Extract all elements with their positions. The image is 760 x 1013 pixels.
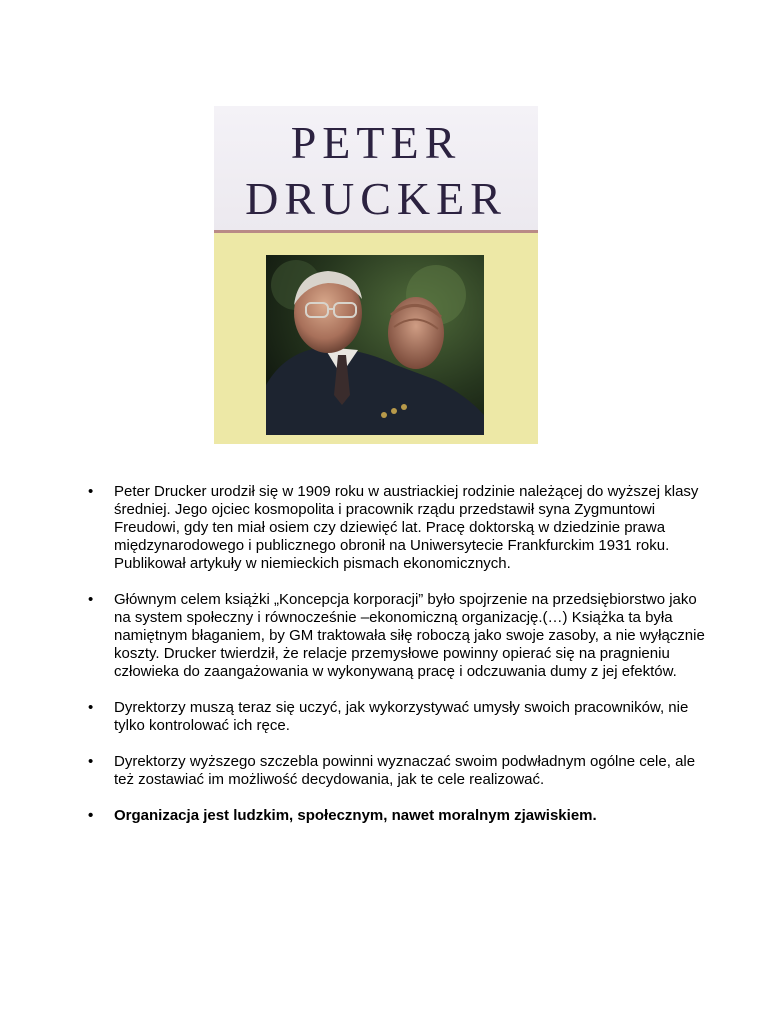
list-item-text: Głównym celem książki „Koncepcja korporacji” było spojrzenie na przedsiębiorstwo jako na system społeczny i równocześnie –ekonomiczną organizację.(…) Książka ta była namiętnym błaganiem, by GM traktowała siłę roboczą jako swoje zasoby, a nie wyłącznie koszty. Drucker twierdził, że relacje przemysłowe powinny opierać się na pragnieniu człowieka do zaangażowania w wykonywaną pracę i odczuwania dumy z jej efektów. [114, 591, 705, 680]
list-item [85, 753, 705, 789]
list-item [85, 483, 705, 573]
cover-photo-panel [214, 233, 538, 444]
list-item-text: Organizacja jest ludzkim, społecznym, nawet moralnym zjawiskiem. [114, 807, 597, 824]
list-item-text: Dyrektorzy muszą teraz się uczyć, jak wykorzystywać umysły swoich pracowników, nie tylko kontrolować ich ręce. [114, 699, 689, 734]
bullet-marker: • [88, 699, 94, 716]
author-portrait [266, 255, 484, 435]
bullet-marker: • [88, 753, 94, 770]
list-item [85, 591, 705, 681]
bullet-list [85, 483, 705, 843]
cover-title-panel [214, 106, 538, 230]
cover-title-first-name: PETER [290, 117, 462, 168]
list-item-text: Dyrektorzy wyższego szczebla powinni wyznaczać swoim podwładnym ogólne cele, ale też zostawiać im możliwość decydowania, jak te cele realizować. [114, 753, 696, 788]
bullet-marker: • [88, 483, 94, 500]
list-item-text: Peter Drucker urodził się w 1909 roku w austriackiej rodzinie należącej do wyższej klasy średniej. Jego ojciec kosmopolita i pracownik rządu przedstawił syna Zygmuntowi Freudowi, gdy ten miał osiem czy dziewięć lat. Pracę doktorską w dziedzinie prawa międzynarodowego i publicznego obronił na Uniwersytecie Frankfurckim 1931 roku. Publikował artykuły w niemieckich pismach ekonomicznych. [114, 483, 699, 572]
book-cover-image [214, 106, 538, 444]
bullet-marker: • [88, 591, 94, 608]
cover-title-last-name: DRUCKER [245, 173, 507, 224]
list-item [85, 699, 705, 735]
list-item [85, 807, 705, 825]
bullet-marker: • [88, 807, 94, 824]
